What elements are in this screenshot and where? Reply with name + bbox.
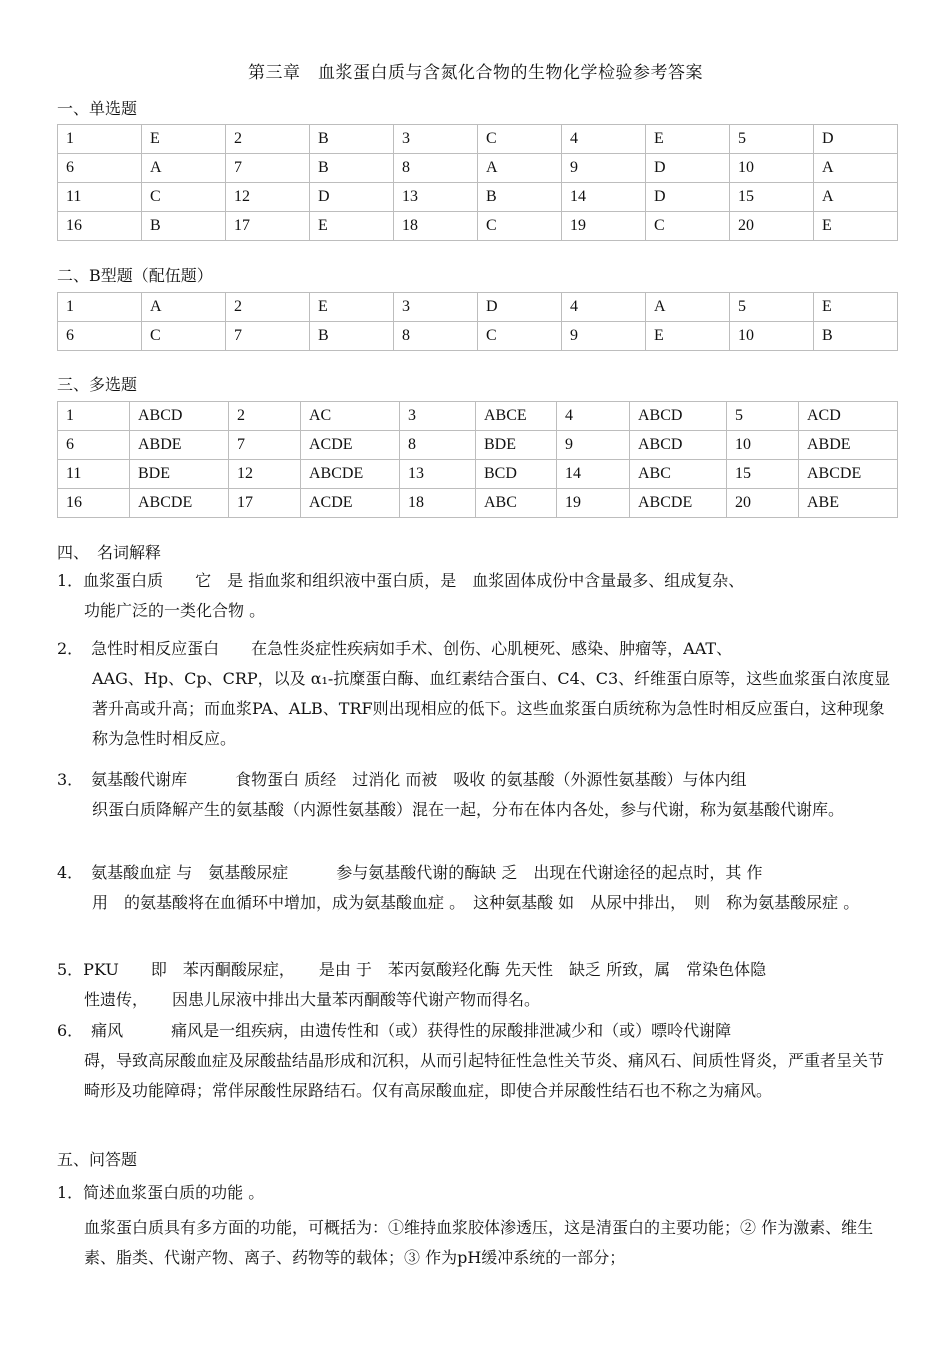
question-number-cell: 6 — [58, 431, 130, 460]
answer-cell: B — [814, 322, 898, 351]
question-number-cell: 8 — [400, 431, 476, 460]
answer-cell: A — [814, 183, 898, 212]
answer-cell: C — [142, 322, 226, 351]
answer-cell: A — [814, 154, 898, 183]
question-number-cell: 8 — [394, 154, 478, 183]
question-number-cell: 15 — [727, 460, 799, 489]
answer-cell: BDE — [130, 460, 229, 489]
question-number-cell: 4 — [562, 125, 646, 154]
question-number-cell: 12 — [229, 460, 301, 489]
answer-cell: ABCDE — [630, 489, 727, 518]
question-number-cell: 6 — [58, 322, 142, 351]
question-number-cell: 4 — [557, 402, 630, 431]
answer-cell: ABCDE — [301, 460, 400, 489]
question-number-cell: 12 — [226, 183, 310, 212]
question-number-cell: 13 — [394, 183, 478, 212]
question-number-cell: 2 — [226, 293, 310, 322]
answer-cell: C — [478, 125, 562, 154]
question-number-cell: 20 — [727, 489, 799, 518]
question-number-cell: 9 — [562, 322, 646, 351]
question-number-cell: 19 — [562, 212, 646, 241]
question-number-cell: 3 — [394, 125, 478, 154]
question-number-cell: 1 — [58, 125, 142, 154]
table-row — [58, 431, 898, 460]
question-number-cell: 15 — [730, 183, 814, 212]
answer-cell: ABDE — [799, 431, 898, 460]
question-number-cell: 3 — [400, 402, 476, 431]
answer-cell: D — [310, 183, 394, 212]
section-heading-multiple-choice: 三、多选题 — [57, 375, 138, 394]
answer-cell: ABCD — [130, 402, 229, 431]
question-number-cell: 5 — [730, 125, 814, 154]
question-number-cell: 18 — [394, 212, 478, 241]
answer-cell: B — [478, 183, 562, 212]
section-heading-terms: 四、 名词解释 — [57, 543, 162, 562]
answer-cell: C — [646, 212, 730, 241]
question-number-cell: 19 — [557, 489, 630, 518]
term-definition: 5．PKU 即 苯丙酮酸尿症， 是由 于 苯丙氨酸羟化酶 先天性 缺乏 所致，属 常染色体隐 性遗传， 因患儿尿液中排出大量苯丙酮酸等代谢产物而得名。 — [57, 960, 767, 1009]
question-number-cell: 9 — [557, 431, 630, 460]
question-number-cell: 17 — [226, 212, 310, 241]
question-number-cell: 1 — [58, 402, 130, 431]
answer-cell: ABDE — [130, 431, 229, 460]
answer-cell: D — [646, 154, 730, 183]
question-number-cell: 17 — [229, 489, 301, 518]
section-heading-qa: 五、问答题 — [57, 1150, 138, 1169]
answer-cell: D — [814, 125, 898, 154]
question-number-cell: 4 — [562, 293, 646, 322]
qa-question: 1．简述血浆蛋白质的功能 。 — [57, 1183, 265, 1202]
answer-cell: ABCDE — [130, 489, 229, 518]
answer-cell: E — [310, 293, 394, 322]
answer-cell: B — [310, 125, 394, 154]
answer-cell: E — [142, 125, 226, 154]
answer-cell: ACD — [799, 402, 898, 431]
answer-cell: A — [142, 154, 226, 183]
answer-cell: B — [142, 212, 226, 241]
question-number-cell: 5 — [727, 402, 799, 431]
answer-cell: E — [310, 212, 394, 241]
answer-cell: ABCDE — [799, 460, 898, 489]
answer-cell: BDE — [476, 431, 557, 460]
answer-cell: ABCD — [630, 431, 727, 460]
answer-cell: B — [310, 154, 394, 183]
answer-cell: A — [142, 293, 226, 322]
table-row — [58, 489, 898, 518]
question-number-cell: 14 — [562, 183, 646, 212]
term-definition: 4． 氨基酸血症 与 氨基酸尿症 参与氨基酸代谢的酶缺 乏 出现在代谢途径的起点时，其 作 用 的氨基酸将在血循环中增加，成为氨基酸血症 。 这种氨基酸 如 从尿中排出， 则 称为氨基酸尿症 。 — [57, 863, 860, 912]
answer-cell: D — [646, 183, 730, 212]
question-number-cell: 7 — [229, 431, 301, 460]
answer-cell: C — [142, 183, 226, 212]
answer-cell: AC — [301, 402, 400, 431]
answer-cell: E — [646, 125, 730, 154]
table-row — [58, 183, 898, 212]
multiple-choice-answer-table — [57, 401, 898, 518]
table-row — [58, 154, 898, 183]
question-number-cell: 2 — [229, 402, 301, 431]
single-choice-answer-table — [57, 124, 898, 241]
question-number-cell: 3 — [394, 293, 478, 322]
answer-cell: ACDE — [301, 489, 400, 518]
page-title: 第三章 血浆蛋白质与含氮化合物的生物化学检验参考答案 — [248, 63, 703, 83]
answer-cell: ACDE — [301, 431, 400, 460]
question-number-cell: 16 — [58, 212, 142, 241]
answer-cell: A — [478, 154, 562, 183]
b-type-answer-table — [57, 292, 898, 351]
answer-cell: ABE — [799, 489, 898, 518]
question-number-cell: 7 — [226, 154, 310, 183]
table-row — [58, 125, 898, 154]
table-row — [58, 460, 898, 489]
answer-cell: E — [814, 212, 898, 241]
question-number-cell: 1 — [58, 293, 142, 322]
answer-cell: A — [646, 293, 730, 322]
term-definition: 6． 痛风 痛风是一组疾病，由遗传性和（或）获得性的尿酸排泄减少和（或）嘌呤代谢障 碍，导致高尿酸血症及尿酸盐结晶形成和沉积，从而引起特征性急性关节炎、痛风石、间质性肾炎，严重者呈关节畸形及功能障碍；常伴尿酸性尿路结石。仅有高尿酸血症，即使合并尿酸性结石也不称之为痛风。 — [57, 1021, 885, 1100]
question-number-cell: 16 — [58, 489, 130, 518]
table-row — [58, 322, 898, 351]
answer-cell: ABCD — [630, 402, 727, 431]
answer-cell: E — [814, 293, 898, 322]
question-number-cell: 18 — [400, 489, 476, 518]
qa-answer: 血浆蛋白质具有多方面的功能，可概括为：①维持血浆胶体渗透压，这是清蛋白的主要功能；② 作为激素、维生素、脂类、代谢产物、离子、药物等的载体；③ 作为pH缓冲系统的一部分； — [84, 1218, 874, 1267]
answer-cell: C — [478, 322, 562, 351]
question-number-cell: 2 — [226, 125, 310, 154]
term-definition: 1．血浆蛋白质 它 是 指血浆和组织液中蛋白质，是 血浆固体成份中含量最多、组成复杂、 功能广泛的一类化合物 。 — [57, 571, 745, 620]
question-number-cell: 13 — [400, 460, 476, 489]
question-number-cell: 6 — [58, 154, 142, 183]
answer-cell: ABC — [630, 460, 727, 489]
question-number-cell: 10 — [727, 431, 799, 460]
answer-cell: BCD — [476, 460, 557, 489]
term-definition: 3． 氨基酸代谢库 食物蛋白 质经 过消化 而被 吸收 的氨基酸（外源性氨基酸）与体内组 织蛋白质降解产生的氨基酸（内源性氨基酸）混在一起，分布在体内各处，参与代谢，称为氨基酸代谢库。 — [57, 770, 845, 819]
answer-cell: D — [478, 293, 562, 322]
question-number-cell: 11 — [58, 460, 130, 489]
question-number-cell: 7 — [226, 322, 310, 351]
table-row — [58, 402, 898, 431]
question-number-cell: 5 — [730, 293, 814, 322]
answer-cell: C — [478, 212, 562, 241]
table-row — [58, 212, 898, 241]
question-number-cell: 11 — [58, 183, 142, 212]
section-heading-b-type: 二、B型题（配伍题） — [57, 266, 213, 285]
table-row — [58, 293, 898, 322]
question-number-cell: 10 — [730, 322, 814, 351]
question-number-cell: 8 — [394, 322, 478, 351]
answer-cell: ABCE — [476, 402, 557, 431]
term-definition: 2． 急性时相反应蛋白 在急性炎症性疾病如手术、创伤、心肌梗死、感染、肿瘤等，AAT、 AAG、Hp、Cp、CRP，以及 α₁-抗糜蛋白酶、血红素结合蛋白、C4、C3、纤维蛋白原等，这些血浆蛋白浓度显著升高或升高；而血浆PA、ALB、TRF则出现相应的低下。这些血浆蛋白质统称为急性时相反应蛋白，这种现象称为急性时相反应。 — [57, 639, 891, 748]
question-number-cell: 10 — [730, 154, 814, 183]
answer-cell: E — [646, 322, 730, 351]
question-number-cell: 20 — [730, 212, 814, 241]
section-heading-single-choice: 一、单选题 — [57, 99, 138, 118]
answer-cell: ABC — [476, 489, 557, 518]
question-number-cell: 14 — [557, 460, 630, 489]
question-number-cell: 9 — [562, 154, 646, 183]
answer-cell: B — [310, 322, 394, 351]
